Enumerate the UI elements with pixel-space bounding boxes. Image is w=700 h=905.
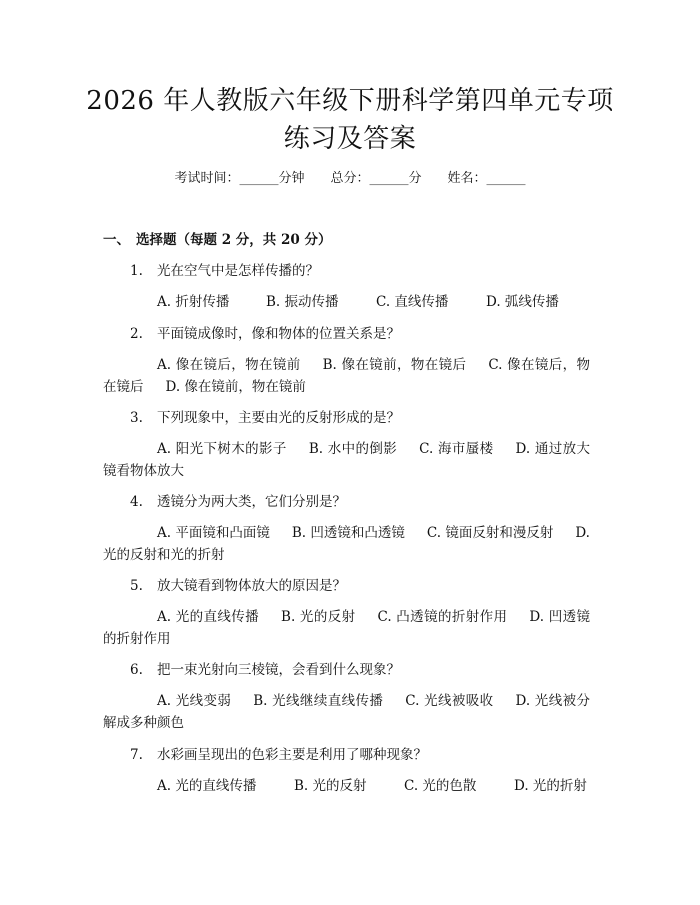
question-number: 3.	[130, 410, 143, 426]
option-d: D. 通过放大镜看物体放大	[103, 441, 590, 479]
option-c: C. 海市蜃楼	[419, 441, 494, 457]
question-5-options	[103, 606, 590, 650]
option-b: B. 水中的倒影	[308, 441, 398, 457]
student-name-field: 姓名：______	[447, 171, 526, 186]
question-text: 光在空气中是怎样传播的？	[157, 263, 319, 279]
question-number: 1.	[130, 263, 143, 279]
option-c: C. 光的色散	[404, 778, 477, 794]
exam-time-field: 考试时间：______分钟	[174, 171, 305, 186]
exam-info-line	[0, 170, 700, 188]
option-d: D. 光的折射	[514, 778, 587, 794]
option-d: D. 弧线传播	[486, 294, 559, 310]
document-title-line-2: 练习及答案	[283, 124, 417, 154]
question-number: 4.	[130, 494, 143, 510]
option-c: C. 像在镜后，物在镜后	[103, 357, 590, 395]
option-b: B. 光线继续直线传播	[253, 693, 384, 709]
document-title-line-1: 2026 年人教版六年级下册科学第四单元专项	[86, 86, 614, 116]
section-heading	[103, 231, 331, 249]
option-a: A. 光的直线传播	[157, 778, 257, 794]
option-d: D. 光线被分解成多种颜色	[103, 693, 590, 731]
option-a: A. 光的直线传播	[157, 609, 260, 625]
question-number: 2.	[130, 326, 143, 342]
question-text: 平面镜成像时，像和物体的位置关系是？	[157, 326, 400, 342]
option-c: C. 光线被吸收	[405, 693, 494, 709]
question-7-options	[157, 777, 587, 795]
option-a: A. 像在镜后，物在镜前	[157, 357, 301, 373]
question-4-options	[103, 522, 590, 566]
question-2-options	[103, 354, 590, 398]
question-text: 透镜分为两大类，它们分别是？	[157, 494, 346, 510]
question-number: 7.	[130, 747, 143, 763]
question-6-options	[103, 690, 590, 734]
question-text: 水彩画呈现出的色彩主要是利用了哪种现象？	[157, 747, 427, 763]
option-b: B. 振动传播	[266, 294, 339, 310]
option-a: A. 平面镜和凸面镜	[157, 525, 270, 541]
question-3-options	[103, 438, 590, 482]
option-a: A. 折射传播	[157, 294, 230, 310]
total-score-field: 总分：______分	[330, 171, 422, 186]
option-b: B. 像在镜前，物在镜后	[322, 357, 467, 373]
option-d: D. 光的反射和光的折射	[103, 525, 590, 563]
question-number: 6.	[130, 662, 143, 678]
option-a: A. 阳光下树木的影子	[157, 441, 287, 457]
question-text: 把一束光射向三棱镜，会看到什么现象？	[157, 662, 400, 678]
option-d: D. 像在镜前，物在镜前	[165, 379, 306, 395]
option-a: A. 光线变弱	[157, 693, 232, 709]
option-b: B. 凹透镜和凸透镜	[291, 525, 405, 541]
question-text: 下列现象中，主要由光的反射形成的是？	[157, 410, 400, 426]
option-b: B. 光的反射	[294, 778, 367, 794]
option-b: B. 光的反射	[281, 609, 356, 625]
option-c: C. 镜面反射和漫反射	[426, 525, 554, 541]
question-1-options	[157, 293, 559, 311]
section-number: 一、	[103, 232, 130, 248]
option-c: C. 直线传播	[376, 294, 449, 310]
option-c: C. 凸透镜的折射作用	[377, 609, 508, 625]
question-text: 放大镜看到物体放大的原因是？	[157, 578, 346, 594]
section-title: 选择题（每题 2 分，共 20 分）	[136, 232, 332, 248]
question-number: 5.	[130, 578, 143, 594]
option-d: D. 凹透镜的折射作用	[103, 609, 590, 647]
